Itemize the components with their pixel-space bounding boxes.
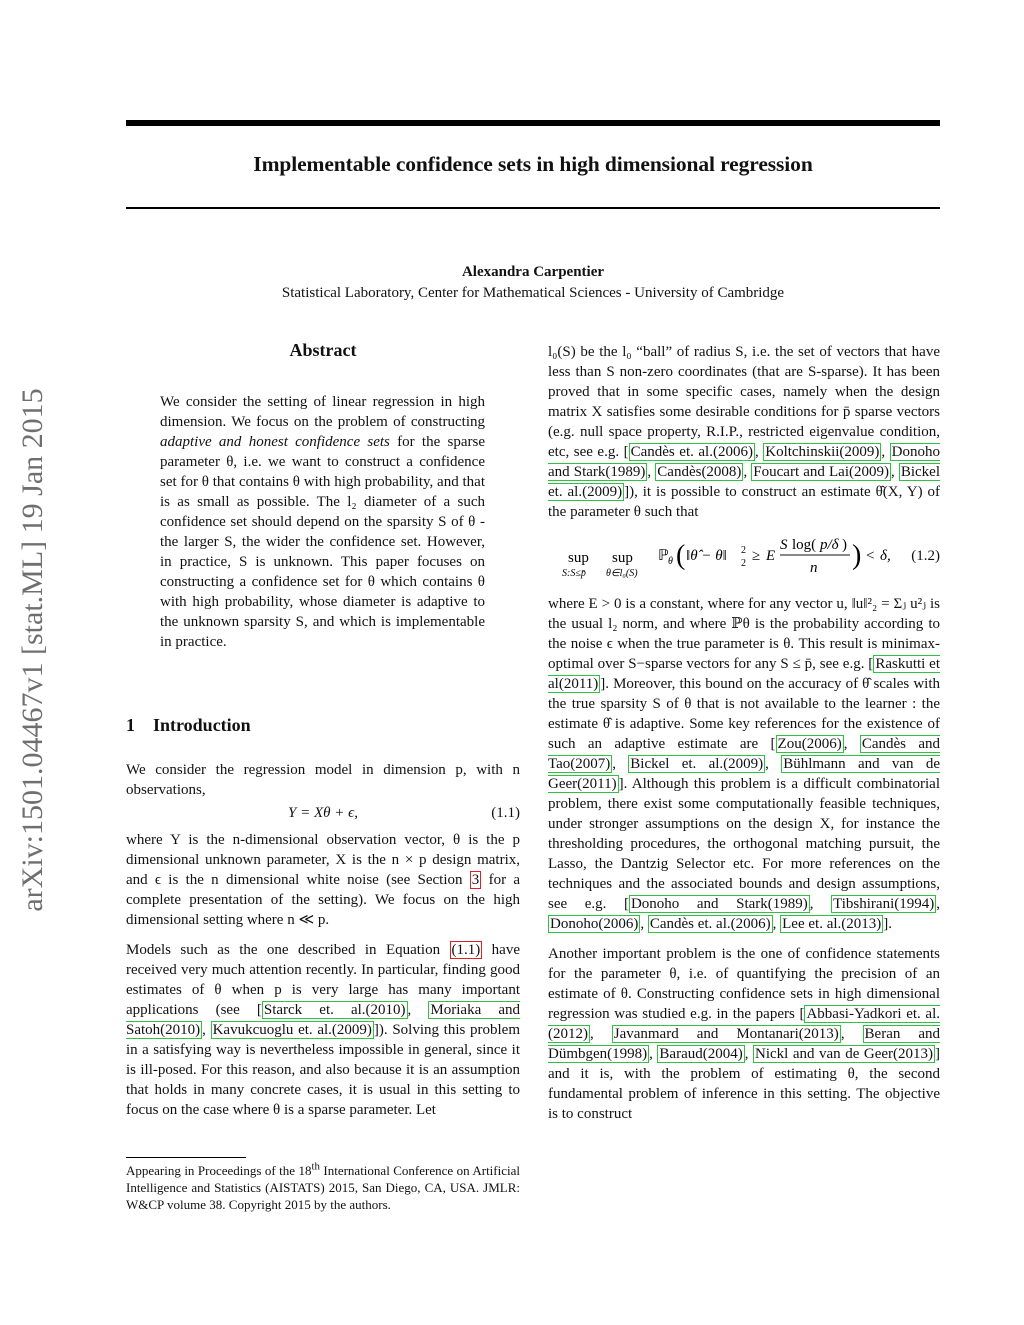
title-top-rule bbox=[126, 120, 940, 126]
paper-title: Implementable confidence sets in high dimensional regression bbox=[253, 152, 813, 176]
equation-1-2 bbox=[548, 524, 940, 594]
equation-ref-link[interactable]: (1.1) bbox=[451, 942, 481, 958]
intro-paragraph-2: where Y is the n-dimensional observation vector, θ is the p dimensional unknown parameter, X is the n × p design matrix, and ϵ is the n dimensional white noise (see Section 3 for a complete presentation of the setting). We focus on the high dimensional setting where n ≪ p. bbox=[126, 832, 520, 928]
equation-1-2-number: (1.2) bbox=[911, 548, 940, 564]
svg-text:E: E bbox=[766, 548, 776, 564]
right-paragraph-1: l₀(S) be the l₀ “ball” of radius S, i.e. the set of vectors that have less than S non-zero coordinates (that are S-sparse). It has been proved that in some specific cases, namely when the design matrix X satisfies some desirable conditions for p̄ sparse vectors (e.g. null space property, R.I.P., restricted eigenvalue condition, etc, see e.g. [ Candès et. al.(2006) , Koltchinskii(2009) , Donoho and Stark(1989) , Candès(2008) , Foucart and Lai(2009) , Bickel et. al.(2009) ]), it is possible to construct an estimate θ̂(X, Y) of the parameter θ such that bbox=[548, 344, 941, 520]
intro-left-column bbox=[126, 760, 520, 1120]
citation-link[interactable]: Donoho and Stark(1989) bbox=[630, 896, 808, 912]
svg-text:(: ( bbox=[676, 540, 686, 571]
section-heading-introduction bbox=[126, 715, 251, 736]
abstract-text-1: We consider the setting of linear regression in high dimension. We focus on the problem of constructing bbox=[160, 394, 485, 430]
citation-link[interactable]: Lee et. al.(2013) bbox=[782, 916, 882, 932]
footnote-rule bbox=[126, 1157, 246, 1158]
author-name: Alexandra Carpentier bbox=[461, 264, 605, 280]
abstract-text-2: for the sparse parameter θ, i.e. we want to construct a confidence set for θ that contains θ with high probability, and that is as small as possible. The l₂ diameter of a such confidence set should depend on the sparsity S of θ - the larger S, the wider the confidence set. However, in practice, S is unknown. This paper focuses on constructing a confidence set for θ which contains θ with high probability, whose diameter is adaptive to the unknown sparsity S, and which is implementable in practice. bbox=[160, 434, 485, 650]
intro-paragraph-1: We consider the regression model in dimension p, with n observations, bbox=[126, 762, 520, 798]
citation-link[interactable]: Abbasi-Yadkori et. al.(2012) bbox=[548, 1006, 940, 1042]
svg-text:δ,: δ, bbox=[880, 548, 891, 564]
citation-link[interactable]: Foucart and Lai(2009) bbox=[753, 464, 889, 480]
citation-link[interactable]: Beran and Dümbgen(1998) bbox=[548, 1026, 941, 1062]
right-paragraph-2: where E > 0 is a constant, where for any vector u, ‖u‖²₂ = Σⱼ u²ⱼ is the usual l₂ norm, and where ℙθ is the probability according to the noise ϵ when the true parameter is θ. This result is minimax-optimal over S−sparse vectors for any S ≤ p̄, see e.g. [ Raskutti et al(2011) ]. Moreover, this bound on the accuracy of θ̂ scales with the true sparsity S of θ that is not available to the learner : the estimate θ̂ is adaptive. Some key references for the existence of such an adaptive estimate are [ Zou(2006) , Candès and Tao(2007) , Bickel et. al.(2009) , Bühlmann and van de Geer(2011) ]. Although this problem is a difficult combinatorial problem, there exist some computationally feasible techniques, under stronger assumptions on the design X, for instance the thresholding procedures, the orthogonal matching pursuit, the Lasso, the Dantzig Selector etc. For more references on the techniques and the associated bounds and design assumptions, see e.g. [ Donoho and Stark(1989) , Tibshirani(1994) , Donoho(2006) , Candès et. al.(2006) , Lee et. al.(2013) ]. bbox=[548, 596, 940, 932]
svg-text:p/δ: p/δ bbox=[820, 537, 839, 553]
svg-text:2: 2 bbox=[741, 545, 746, 556]
citation-link[interactable]: Tibshirani(1994) bbox=[833, 896, 935, 912]
citation-link[interactable]: Moriaka and Satoh(2010) bbox=[126, 1002, 521, 1038]
abstract-body bbox=[160, 392, 485, 652]
citation-link[interactable]: Zou(2006) bbox=[777, 736, 842, 752]
citation-link[interactable]: Bickel et. al.(2009) bbox=[630, 756, 764, 772]
svg-text:): ) bbox=[852, 540, 862, 571]
citation-link[interactable]: Donoho and Stark(1989) bbox=[548, 444, 941, 480]
abstract-emphasis: adaptive and honest confidence sets bbox=[160, 434, 390, 450]
svg-text:sup: sup bbox=[612, 550, 633, 566]
citation-link[interactable]: Candès et. al.(2006) bbox=[630, 444, 753, 460]
citation-link[interactable]: Javanmard and Montanari(2013) bbox=[613, 1026, 839, 1042]
citation-link[interactable]: Donoho(2006) bbox=[550, 916, 639, 932]
citation-link[interactable]: Nickl and van de Geer(2013) bbox=[755, 1046, 933, 1062]
footnote-superscript: th bbox=[311, 1160, 320, 1173]
citation-link[interactable]: Koltchinskii(2009) bbox=[765, 444, 880, 460]
section-ref-link[interactable]: 3 bbox=[471, 872, 480, 888]
citation-link[interactable]: Baraud(2004) bbox=[659, 1046, 743, 1062]
svg-text:n: n bbox=[810, 560, 818, 576]
author-affiliation: Statistical Laboratory, Center for Mathematical Sciences - University of Cambridge bbox=[281, 285, 785, 301]
svg-text:ℙ: ℙ bbox=[658, 548, 669, 564]
citation-link[interactable]: Bühlmann and van de Geer(2011) bbox=[548, 756, 940, 792]
intro-paragraph-3: Models such as the one described in Equation (1.1) have received very much attention recently. In particular, finding good estimates of θ when p is very large has many important applications (see [ Starck et. al.(2010) , Moriaka and Satoh(2010) , Kavukcuoglu et. al.(2009) ]). Solving this problem in a satisfying way is nevertheless impossible in general, since it is ill-posed. For this reason, and also because it is an assumption that holds in many concrete cases, it is usual in this setting to focus on the case where θ is a sparse parameter. Let bbox=[126, 942, 521, 1118]
equation-1-1 bbox=[126, 800, 520, 826]
footnote: Appearing in Proceedings of the 18th International Conference on Artificial Intelligence and Statistics (AISTATS) 2015, San Diego, CA, USA. JMLR: W&CP volume 38. Copyright 2015 by the authors. bbox=[126, 1160, 520, 1212]
svg-text:θ∈l₀(S): θ∈l₀(S) bbox=[606, 568, 638, 579]
citation-link[interactable]: Raskutti et al(2011) bbox=[548, 656, 940, 692]
svg-text:‖θ̂ − θ‖: ‖θ̂ − θ‖ bbox=[686, 548, 727, 564]
arxiv-sidebar-stamp bbox=[8, 340, 58, 960]
abstract-heading: Abstract bbox=[289, 340, 357, 360]
svg-text:log(: log( bbox=[792, 537, 817, 553]
equation-1-1-expression: Y = Xθ + ϵ, bbox=[288, 805, 358, 821]
citation-link[interactable]: Candès and Tao(2007) bbox=[548, 736, 940, 772]
svg-text:θ: θ bbox=[668, 556, 673, 567]
citation-link[interactable]: Kavukcuoglu et. al.(2009) bbox=[212, 1022, 372, 1038]
citation-link[interactable]: Candès(2008) bbox=[657, 464, 742, 480]
arxiv-id: arXiv:1501.04467v1 [stat.ML] 19 Jan 2015 bbox=[16, 388, 49, 912]
right-paragraph-3: Another important problem is the one of confidence statements for the parameter θ, i.e. of quantifying the precision of an estimate of θ. Constructing confidence sets in high dimensional regression was studied e.g. in the papers [ Abbasi-Yadkori et. al.(2012) , Javanmard and Montanari(2013) , Beran and Dümbgen(1998) , Baraud(2004) , Nickl and van de Geer(2013) ] and it is, with the problem of estimating θ, the second fundamental problem of inference in this setting. The objective is to construct bbox=[548, 946, 941, 1122]
svg-text:2: 2 bbox=[741, 558, 746, 569]
intro-right-column bbox=[548, 342, 940, 1124]
citation-link[interactable]: Candès et. al.(2006) bbox=[649, 916, 771, 932]
citation-link[interactable]: Bickel et. al.(2009) bbox=[548, 464, 940, 500]
svg-text:<: < bbox=[866, 548, 875, 564]
svg-text:S: S bbox=[780, 537, 788, 553]
section-title: Introduction bbox=[153, 715, 251, 735]
equation-1-2-formula bbox=[548, 524, 940, 594]
svg-text:): ) bbox=[842, 537, 847, 553]
svg-text:sup: sup bbox=[568, 550, 589, 566]
title-bottom-rule bbox=[126, 207, 940, 209]
section-number: 1 bbox=[126, 715, 135, 735]
citation-link[interactable]: Starck et. al.(2010) bbox=[263, 1002, 406, 1018]
equation-1-1-number: (1.1) bbox=[491, 805, 520, 821]
svg-text:S:S≤p̄: S:S≤p̄ bbox=[562, 568, 586, 579]
svg-text:≥: ≥ bbox=[752, 548, 761, 564]
